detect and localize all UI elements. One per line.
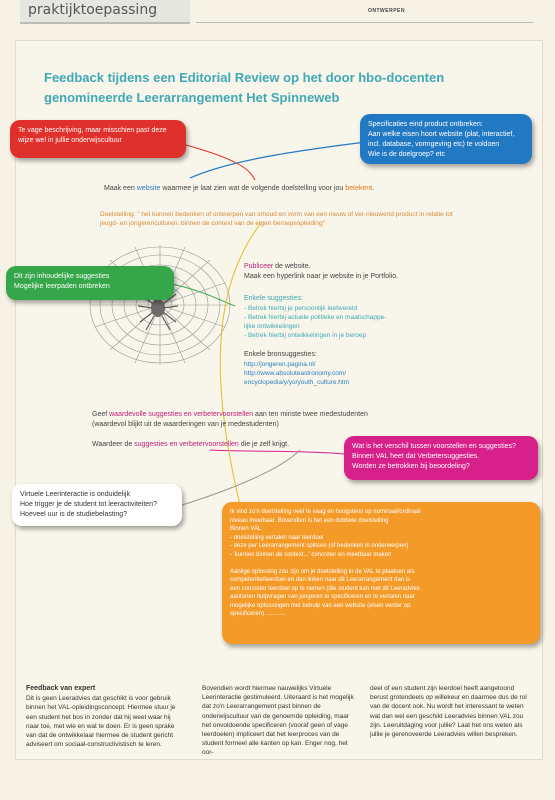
footer-column-1	[26, 684, 178, 749]
sources-heading: Enkele bronsuggesties:	[244, 351, 317, 358]
instruction-text: Maak een hyperlink naar je website in je Portfolio.	[244, 273, 399, 280]
highlight-word: waardevolle suggesties en verbetervoorstellen	[109, 411, 254, 418]
suggestions-heading: Enkele suggesties:	[244, 295, 303, 302]
callout-text: Ik vind zo'n doelstelling veel te vaag en hoogstens op nominaal/ordinaal	[230, 509, 421, 515]
section-tab-label: praktijktoepassing	[28, 2, 158, 18]
callout-text: Hoe trigger je de student tot leeractiviteiten?	[20, 501, 157, 508]
callout-content-suggestions	[6, 266, 174, 300]
list-item: - Betrek hierbij actuele politieke en maatschappe-	[244, 314, 387, 321]
instruction-text: de website.	[273, 263, 311, 270]
instruction-text: aan ten minste twee medestudenten	[253, 411, 368, 418]
suggestions-list	[244, 304, 386, 340]
callout-text: Wat is het verschil tussen voorstellen en suggesties?	[352, 443, 516, 450]
spider-web-illustration	[90, 245, 230, 365]
callout-text: Worden ze betrokken bij beoordeling?	[352, 463, 470, 470]
callout-text: mogelijke oplossingen met behulp van een website (eisen verder op	[230, 602, 411, 609]
callout-text: Dit zijn inhoudelijke suggesties	[14, 273, 110, 280]
pink-connector	[210, 450, 344, 454]
footer-paragraph: deel of een student zijn leerdoel heeft aangetoond berust grotendeels op willekeur en daarmee dus de rol van de docent ook. Nu wordt het interessant te weten wat dan wel een geschikt Leeradvies binnen VAL zou zijn. Leeruitdaging voor jullie? Laat het ons weten als jullie je gerenoveerde Leeradvies willen bespreken.	[370, 685, 527, 739]
peer-feedback-instruction	[92, 410, 368, 430]
footer-heading: Feedback van expert	[26, 685, 96, 692]
website-link[interactable]: website	[136, 185, 161, 192]
callout-text: Hoeveel uur is de studiebelasting?	[20, 511, 128, 518]
callout-text: niveau meetbaar. Bovendien is het een dubbele doelstelling	[230, 517, 389, 524]
source-link[interactable]: http://www.absoluteastronomy.com/	[244, 370, 347, 377]
callout-text	[230, 559, 532, 568]
instruction-text: Maak een	[104, 185, 137, 192]
sources-list	[244, 360, 349, 387]
title-line-2: genomineerde Leerarrangement Het Spinneweb	[44, 90, 340, 105]
instruction-text: Waardeer de	[92, 441, 135, 448]
callout-goal-critique	[222, 502, 540, 644]
list-item: lijke ontwikkelingen	[244, 323, 300, 330]
callout-text: - doelstelling vertalen naar leerdoel	[230, 534, 324, 541]
callout-text: Wie is de doelgroep? etc	[368, 151, 446, 158]
list-item: - Betrek hierbij je persoonlijk leefwereld	[244, 305, 358, 312]
callout-text: Binnen VAL:	[230, 526, 263, 532]
callout-text: wijze wel in jullie onderwijscultuur	[18, 137, 122, 144]
source-link[interactable]: http://jongeren.pagina.nl/	[244, 361, 316, 368]
footer-column-2	[202, 684, 356, 758]
instruction-text: waarmee je laat zien wat de volgende doelstelling voor jou	[160, 185, 346, 192]
list-item: - Betrek hierbij ontwikkelingen in je beroep	[244, 332, 367, 339]
highlight-word: betekent	[345, 185, 373, 192]
callout-specifications	[360, 114, 532, 164]
instruction-text: (waardevol blijkt uit de waarderingen van je medestudenten)	[92, 421, 279, 428]
blue-connector	[190, 140, 382, 178]
callout-text: een concreter leerdoel op te nemen (die student kan met dit Leeradvies	[230, 585, 420, 592]
appreciate-instruction	[92, 440, 289, 450]
callout-text: - 'kunnen binnen de context...' concreter en meetbaar maken	[230, 551, 392, 558]
callout-text: incl. database, vormgeving etc) te voldoen	[368, 141, 500, 148]
instruction-text: Geef	[92, 411, 110, 418]
section-label: ONTWERPEN	[368, 8, 405, 14]
callout-text: Binnen VAL heet dat Verbetersuggesties.	[352, 453, 480, 460]
callout-text: Virtuele Leerinteractie is onduidelijk	[20, 491, 130, 498]
footer-paragraph: Dit is geen Leeradvies dat geschikt is voor gebruik binnen het VAL-opleidingsconcept. Hiermee stuur je een student het bos in zonder dat hij weet waar hij naar toe, met wie en wat te doen. Er is geen sprake van dat de ontwikkelaar hiermee de student gericht adviseert om sociaal-constructivistisch te leren.	[26, 695, 176, 749]
callout-text: Te vage beschrijving, maar misschien past deze	[18, 127, 167, 134]
footer-paragraph: Bovendien wordt hiermee nauwelijks Virtuele Leerinteractie gestimuleerd. Uiteraard is het mogelijk dat zo'n Leerarrangement past binnen de onderwijscultuur van de genoemde opleiding, maar het onvoldoende specificeren (vooraf geen of vage leerdoelen) impliceert dat het leerproces van de student formeel alle kanten op kan. Enger nog, het oor-	[202, 685, 354, 757]
callout-text: - deze per Leerarrangement splitsen (of bedenken in onderwerpen)	[230, 543, 409, 549]
footer-column-3	[370, 684, 528, 739]
title-line-1: Feedback tijdens een Editorial Review op het door hbo-docenten	[44, 70, 445, 85]
highlight-word: suggesties en verbetervoorstellen	[134, 441, 239, 448]
callout-learning-interaction	[12, 484, 182, 526]
callout-text: aantonen hulpvragen van jongeren te specificeren en te vertalen naar	[230, 594, 415, 600]
callout-vague-description	[10, 120, 186, 158]
publish-instruction	[244, 262, 398, 282]
highlight-word: Publiceer	[244, 263, 274, 270]
callout-text: Aanlige oplossing zou zijn om je doelstelling in de VAL te plaatsen als	[230, 568, 415, 575]
instruction-text: .	[372, 185, 375, 192]
source-link[interactable]: encyclopedia/y/yo/youth_culture.htm	[244, 379, 350, 386]
callout-text: Mogelijke leerpaden ontbreken	[14, 283, 110, 290]
goal-statement: Doelstelling: " het kunnen bedenken of ontwerpen van inhoud en vorm van een nieuw of ver-nieuwend product in relatie tot jeugd- en jongerenculturen, binnen de context van de eigen beroepsopleiding"	[100, 211, 453, 227]
instruction-text: die je zelf krijgt.	[238, 441, 290, 448]
assignment-instruction	[104, 184, 374, 194]
callout-text: Specificaties eind product ontbreken:	[368, 121, 483, 128]
callout-text: specificeren) ............	[230, 611, 286, 617]
callout-suggestions-difference	[344, 436, 538, 480]
white-connector	[182, 450, 300, 505]
callout-text: Aan welke eisen hoort website (plat, interactief,	[368, 131, 515, 138]
callout-text: competentie/leerdoel en dan linken naar dit Leerarrangement dan is	[230, 577, 411, 583]
